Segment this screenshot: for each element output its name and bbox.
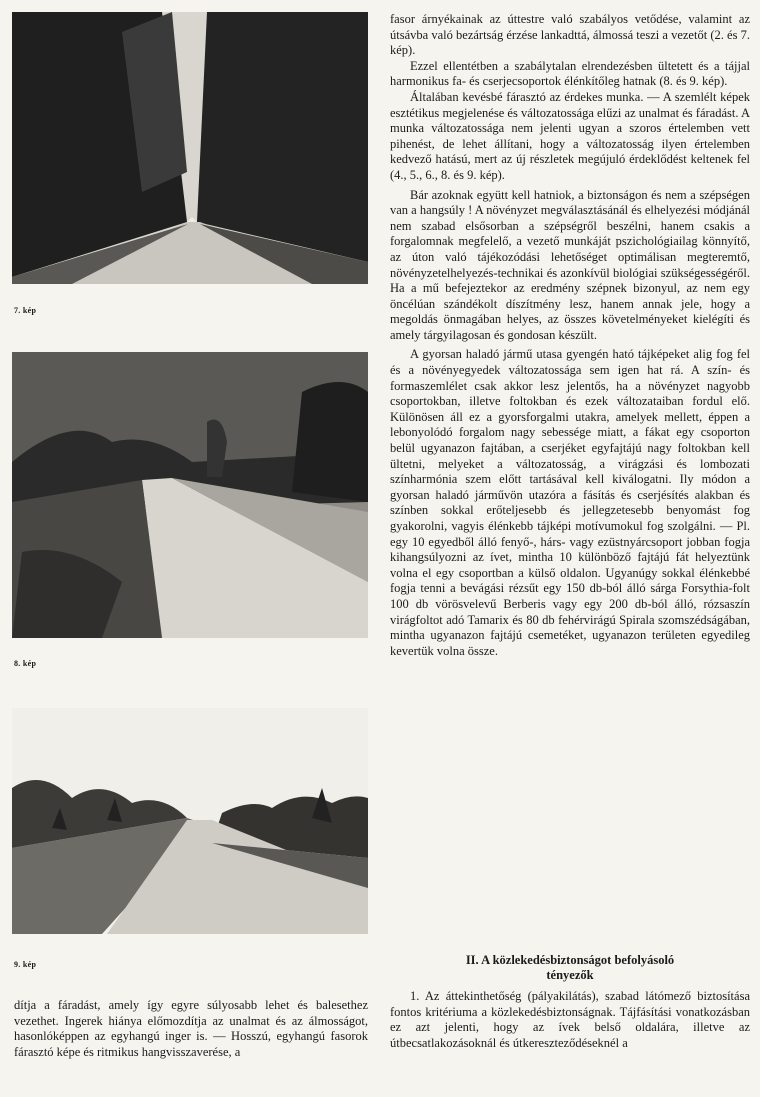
photo-figure-8 xyxy=(12,352,368,638)
paragraph-4: Bár azoknak együtt kell hatniok, a biztonságon és nem a szépségen van a hangsúly ! A növényzet megválasztásánál és elhelyezési módjánál nem szabad elsősorban a szépségről beszélni, hanem csakis a forgalomnak megfelelő, a vezető munkáját pszichológiailag könnyítő, az úton való tájékozódási lehetőséget optimálisan megteremtő, növényzetelhelyezés-technikai és azonkívül biológiai szükségességéről. Ha a mű befejeztekor az eredmény szépnek bizonyul, az nem egy öncélúan szándékolt díszítmény lesz, hanem annak jele, hogy a megoldás önmagában helyes, az összes követelményeket kielégíti és amely tárgyilagosan és gondosan készült. xyxy=(390,187,750,342)
paragraph-3: Általában kevésbé fárasztó az érdekes munka. — A szemlélt képek esztétikus megjelenése és változatossága elűzi az unalmat és fáradást. A munka változatossága nem jelenti ugyan a szoros értelemben vett pihenést, de lehet állítani, hogy a változatosság ilyen értelemben kedvező hatású, mert az új részletek megújuló érdeklődést keltenek fel (4., 5., 6., 8. és 9. kép). xyxy=(390,89,750,182)
section-two xyxy=(390,953,750,1051)
left-column-continuation xyxy=(14,998,368,1060)
paragraph-1: fasor árnyékainak az úttestre való szabályos vetődése, valamint az útsávba való bezártság érzése lankadttá, álmossá teszi a vezetőt (2. és 7. kép). xyxy=(390,12,750,58)
figure-9-caption: 9. kép xyxy=(14,960,37,969)
right-column xyxy=(390,12,750,659)
section-heading-line-2: tényezők xyxy=(546,968,594,982)
photo-figure-9 xyxy=(12,708,368,934)
paragraph-6: 1. Az áttekinthetőség (pályakilátás), szabad látómező biztosítása fontos kritériuma a közlekedésbiztonságnak. Tájfásítási vonatkozásban ez azt jelenti, hogy az ívek belső oldalára, illetve az útbecsatlakozásoknál és útkereszteződéseknél a xyxy=(390,989,750,1050)
paragraph-2: Ezzel ellentétben a szabálytalan elrendezésben ültetett és a tájjal harmonikus fa- és cserjecsoportok élénkítőleg hatnak (8. és 9. kép). xyxy=(390,58,750,89)
paragraph-5: A gyorsan haladó jármű utasa gyengén ható tájképeket alig fog fel és a növényegyedek változatossága sem igen hat rá. A szín- és formaszemlélet csak akkor lesz jelentős, ha a növényzet nagyobb csoportokban, illetve foltokban és ezek változataiban fordul elő. Különösen áll ez a gyorsforgalmi utakra, amelyek mellett, éppen a lebonyolódó forgalom nagy sebessége miatt, a fákat egy csoporton belül ugyanazon fajtában, a cserjéket egyfajtájú nagy foltokban kell ültetni, melyeket a változatosság, a virágzási és lombozati színharmónia szem előtt tartásával kell kiválogatni. Ily módon a gyorsan haladó járművön utazóra a fásítás és cserjésítés alakban és színben sokkal erőteljesebb és jellegzetesebb benyomást fog gyakorolni, vagyis élénkebb tájképi motívumokul fog szolgálni. — Pl. egy 10 egyedből álló fenyő-, hárs- vagy ezüstnyárcsoport jobban fogja kihangsúlyozni az ívet, mintha 10 különböző fajtájú fát helyeztünk volna el egy csoportban a külső oldalon. Ugyanúgy sokkal élénkebbé fogja tenni a bevágási rézsűt egy 150 db-ból álló sárga Forsythia-folt 100 db vörösvelevű Berberis vagy egy 200 db-ból álló, rózsaszín virágfoltot adó Tamarix és 80 db fehérvirágú Spirala szomszédságában, mintha ugyanazon fajtájú csemetéket, ugyanazon területen egyedileg kevertük volna össze. xyxy=(390,347,750,658)
section-heading-line-1: II. A közlekedésbiztonságot befolyásoló xyxy=(465,953,675,967)
figure-7-caption: 7. kép xyxy=(14,306,37,315)
photo-figure-7 xyxy=(12,12,368,284)
figure-8-caption: 8. kép xyxy=(14,659,37,668)
left-continuation-paragraph: dítja a fáradást, amely így egyre súlyosabb lehet és balesethez vezethet. Ingerek hiánya előmozdítja az unalmat és az álmosságot, hasonlóképpen az egyhangú inger is. — Hosszú, egyhangú fasorok fárasztó képe és ritmikus hangvisszaverése, a xyxy=(14,998,368,1059)
